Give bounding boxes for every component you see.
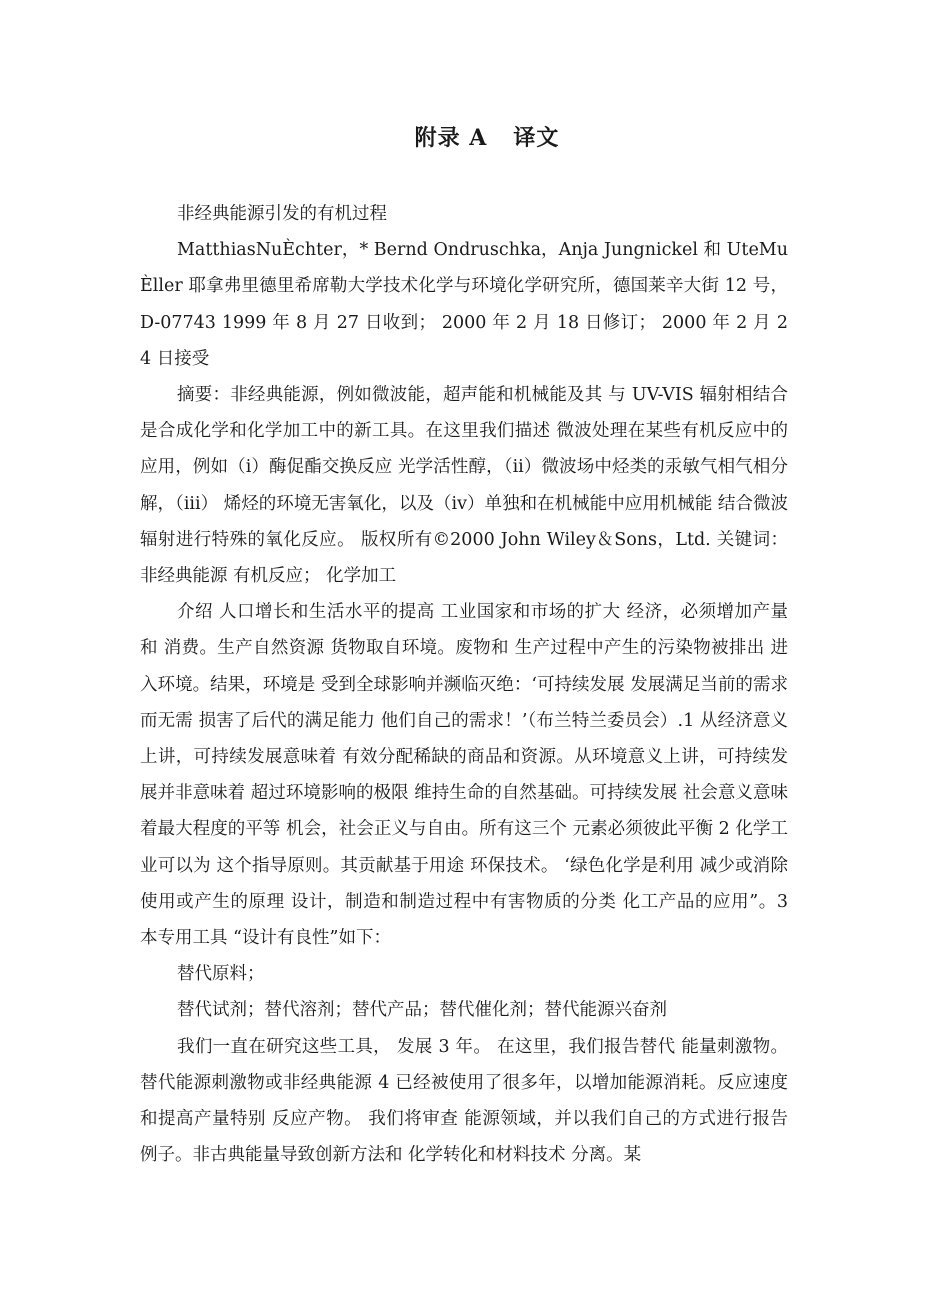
abstract-paragraph: 摘要：非经典能源，例如微波能，超声能和机械能及其 与 UV-VIS 辐射相结合是合成化学和化学加工中的新工具。在这里我们描述 微波处理在某些有机反应中的应用，例如（i）酶促酯交换反应 光学活性醇，（ii）微波场中烃类的汞敏气相气相分解，（iii） 烯烃的环境无害氧化，以及（iv）单独和在机械能中应用机械能 结合微波辐射进行特殊的氧化反应。 版权所有©2000 John Wiley＆Sons，Ltd. 关键词：非经典能源 有机反应； 化学加工 bbox=[140, 385, 788, 587]
page-title: 附录 A 译文 bbox=[414, 125, 560, 151]
paper-title: 非经典能源引发的有机过程 bbox=[177, 204, 387, 224]
list-item-feedstock: 替代原料； bbox=[177, 964, 265, 985]
introduction-paragraph: 介绍 人口增长和生活水平的提高 工业国家和市场的扩大 经济，必须增加产量和 消费。生产自然资源 货物取自环境。废物和 生产过程中产生的污染物被排出 进入环境。结果，环境是 受到全球影响并濒临灭绝：‘可持续发展 发展满足当前的需求而无需 损害了后代的满足能力 他们自己的需求！’（布兰特兰委员会）.1 从经济意义上讲，可持续发展意味着 有效分配稀缺的商品和资源。从环境意义上讲，可持续发展并非意味着 超过环境影响的极限 维持生命的自然基础。可持续发展 社会意义意味着最大程度的平等 机会，社会正义与自由。所有这三个 元素必须彼此平衡 2 化学工业可以为 这个指导原则。其贡献基于用途 环保技术。 ‘绿色化学是利用 减少或消除使用或产生的原理 设计，制造和制造过程中有害物质的分类 化工产品的应用”。3 本专用工具 “设计有良性”如下： bbox=[140, 602, 788, 949]
list-item-alternatives: 替代试剂；替代溶剂；替代产品；替代催化剂；替代能源兴奋剂 bbox=[177, 1000, 667, 1021]
body-text bbox=[140, 196, 788, 1173]
body-paragraph: 我们一直在研究这些工具， 发展 3 年。 在这里，我们报告替代 能量刺激物。替代能源刺激物或非经典能源 4 已经被使用了很多年，以增加能源消耗。反应速度和提高产量特别 反应产物。 我们将审查 能源领域，并以我们自己的方式进行报告 例子。非古典能量导致创新方法和 化学转化和材料技术 分离。某 bbox=[140, 1036, 788, 1166]
authors-affiliation: MatthiasNuÈchter，* Bernd Ondruschka，Anja Jungnickel 和 UteMuÈller 耶拿弗里德里希席勒大学技术化学与环境化学研究所，德国莱辛大街 12 号，D-07743 1999 年 8 月 27 日收到； 2000 年 2 月 18 日修订； 2000 年 2 月 24 日接受 bbox=[140, 240, 788, 369]
